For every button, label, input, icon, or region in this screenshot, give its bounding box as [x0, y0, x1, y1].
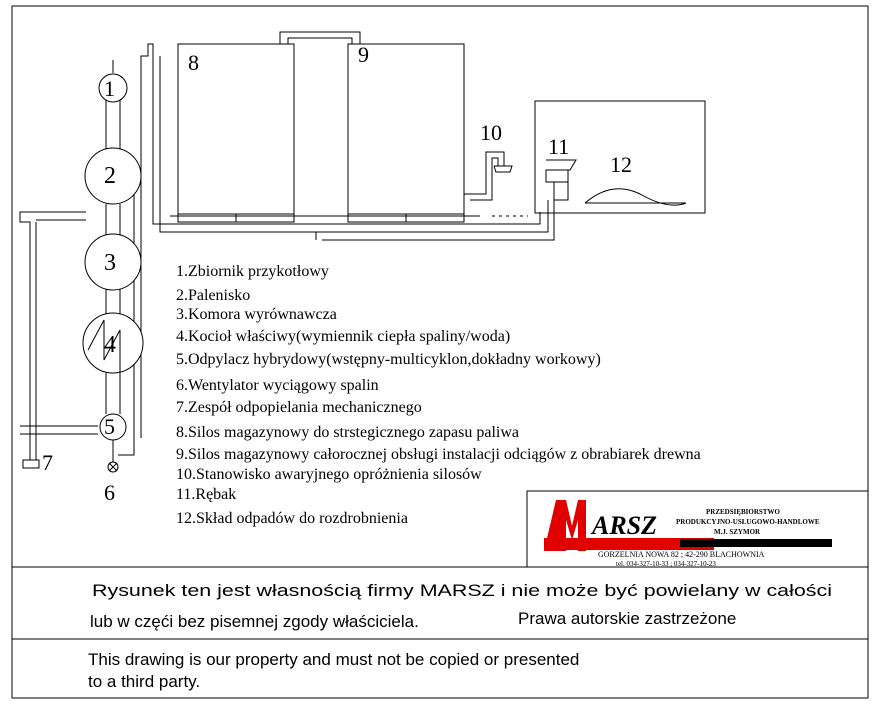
- company-line1: PRZEDSIĘBIORSTWO: [706, 508, 780, 516]
- company-line2: PRODUKCYJNO-USŁUGOWO-HANDLOWE: [676, 518, 820, 526]
- company-block: [527, 491, 868, 568]
- legend: [176, 263, 701, 527]
- unit-label-3: 3: [104, 250, 116, 276]
- legend-item: 6.Wentylator wyciągowy spalin: [176, 377, 379, 394]
- company-address: GORZELNIA NOWA 82 ; 42-290 BLACHOWNIA: [598, 550, 765, 559]
- unit-label-9: 9: [358, 42, 369, 67]
- company-line3: M.J. SZYMOR: [714, 528, 761, 536]
- legend-item: 2.Palenisko: [176, 287, 251, 304]
- unit-label-6: 6: [104, 480, 115, 505]
- notice-pl-line1: Rysunek ten jest własnością firmy MARSZ i nie może być powielany w całości: [92, 581, 832, 600]
- legend-item: 4.Kocioł właściwy(wymiennik ciepła spaliny/woda): [176, 328, 511, 345]
- legend-item: 9.Silos magazynowy całorocznej obsługi instalacji odciągów z obrabiarek drewna: [176, 446, 701, 463]
- logo-text: ARSZ: [592, 511, 658, 540]
- unit-label-5: 5: [104, 414, 115, 439]
- notice: [88, 581, 832, 691]
- unit-label-10: 10: [480, 120, 502, 145]
- legend-item: 8.Silos magazynowy do strstegicznego zapasu paliwa: [176, 424, 520, 441]
- notice-pl-line2: lub w częći bez pisemnej zgody właściciela.: [90, 612, 419, 631]
- unit-label-11: 11: [548, 134, 570, 159]
- unit-label-8: 8: [188, 50, 199, 75]
- unit-label-1: 1: [104, 76, 115, 101]
- notice-en-line2: to a third party.: [88, 672, 201, 691]
- unit-label-4: 4: [104, 332, 116, 358]
- legend-item: 3.Komora wyrównawcza: [176, 306, 337, 323]
- legend-item: 1.Zbiornik przykotłowy: [176, 263, 329, 280]
- legend-item: 7.Zespół odpopielania mechanicznego: [176, 399, 422, 416]
- unit-label-12: 12: [610, 152, 632, 177]
- legend-item: 12.Skład odpadów do rozdrobnienia: [176, 510, 408, 527]
- unit-label-7: 7: [42, 450, 53, 475]
- legend-item: 5.Odpylacz hybrydowy(wstępny-multicyklon,dokładny workowy): [176, 351, 601, 368]
- unit-label-2: 2: [104, 163, 116, 189]
- company-phone: tel. 034-327-10-33 ; 034-327-10-23: [616, 560, 716, 568]
- notice-en-line1: This drawing is our property and must not be copied or presented: [88, 650, 580, 669]
- legend-item: 10.Stanowisko awaryjnego opróżnienia silosów: [176, 466, 482, 483]
- legend-item: 11.Rębak: [176, 486, 237, 503]
- notice-pl-rights: Prawa autorskie zastrzeżone: [518, 609, 737, 628]
